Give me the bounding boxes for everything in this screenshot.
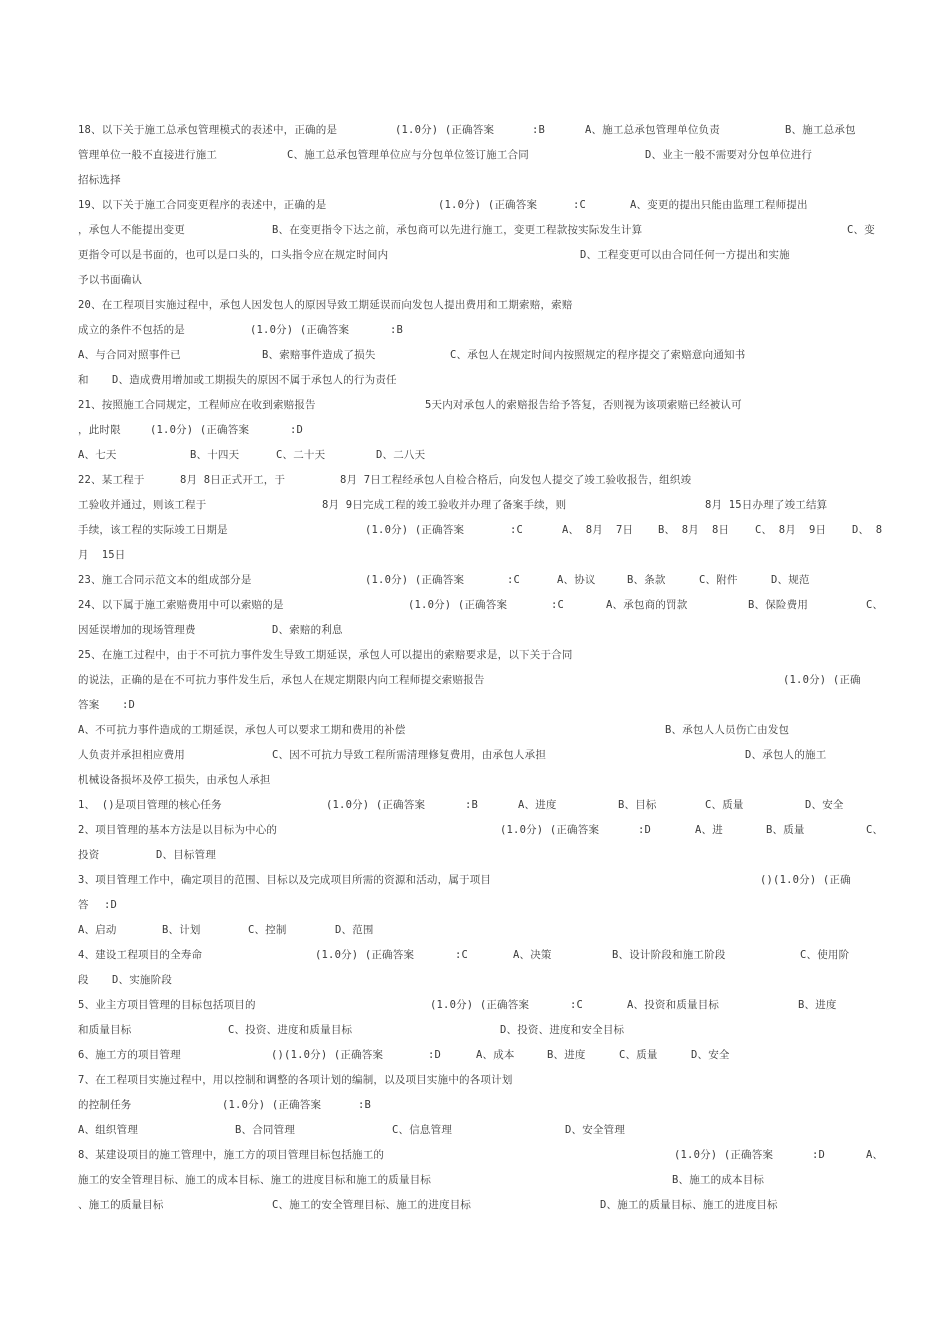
text-line (0, 520, 950, 540)
text-line (0, 495, 950, 515)
text-segment: :D (812, 1149, 826, 1161)
text-segment: B、施工总承包 (785, 124, 856, 136)
text-segment: 机械设备损坏及停工损失，由承包人承担 (78, 774, 271, 786)
text-line (0, 320, 950, 340)
text-segment: B、施工的成本目标 (672, 1174, 765, 1186)
text-segment: A、施工总承包管理单位负责 (585, 124, 720, 136)
text-segment: D、实施阶段 (112, 974, 173, 986)
text-line (0, 545, 950, 565)
text-segment: A、变更的提出只能由监理工程师提出 (630, 199, 808, 211)
text-segment: A、不可抗力事件造成的工期延误，承包人可以要求工期和费用的补偿 (78, 724, 406, 736)
text-segment: 答 (78, 899, 89, 911)
text-line (0, 1120, 950, 1140)
text-segment: (1.0分) (正确答案 (438, 199, 538, 211)
text-line (0, 145, 950, 165)
text-line (0, 970, 950, 990)
text-segment: (1.0分) (正确答案 (250, 324, 350, 336)
text-segment: A、协议 (557, 574, 596, 586)
text-segment: :B (532, 124, 546, 136)
text-segment: 和 (78, 374, 89, 386)
text-line (0, 1070, 950, 1090)
text-segment: (1.0分) (正确答案 (150, 424, 250, 436)
text-segment: A、启动 (78, 924, 117, 936)
text-line (0, 995, 950, 1015)
text-segment: ，此时限 (78, 424, 121, 436)
text-segment: D、造成费用增加或工期损失的原因不属于承包人的行为责任 (112, 374, 397, 386)
text-segment: (1.0分) (正确答案 (395, 124, 495, 136)
text-segment: 的说法，正确的是在不可抗力事件发生后，承包人在规定期限内向工程师提交索赔报告 (78, 674, 485, 686)
text-segment: D、施工的质量目标、施工的进度目标 (600, 1199, 778, 1211)
text-segment: 段 (78, 974, 89, 986)
text-segment: (1.0分) (正确答案 (365, 574, 465, 586)
text-segment: 更指令可以是书面的，也可以是口头的，口头指令应在规定时间内 (78, 249, 389, 261)
text-segment: (1.0分) (正确 (783, 674, 861, 686)
text-segment: 和质量目标 (78, 1024, 132, 1036)
text-segment: C、因不可抗力导致工程所需清理修复费用，由承包人承担 (272, 749, 547, 761)
text-segment: C、附件 (699, 574, 738, 586)
text-segment: D、范围 (335, 924, 374, 936)
text-segment: 4、建设工程项目的全寿命 (78, 949, 203, 961)
text-segment: :D (104, 899, 118, 911)
text-segment: B、进度 (798, 999, 837, 1011)
text-segment: 予以书面确认 (78, 274, 143, 286)
text-line (0, 1170, 950, 1190)
text-segment: B、在变更指令下达之前，承包商可以先进行施工，变更工程款按实际发生计算 (272, 224, 643, 236)
text-segment: ，承包人不能提出变更 (78, 224, 185, 236)
text-segment: A、进度 (518, 799, 557, 811)
text-segment: :D (290, 424, 304, 436)
text-line (0, 845, 950, 865)
text-segment: :C (507, 574, 521, 586)
text-line (0, 820, 950, 840)
text-segment: :C (551, 599, 565, 611)
text-segment: D、工程变更可以由合同任何一方提出和实施 (580, 249, 790, 261)
text-line (0, 220, 950, 240)
text-segment: B、保险费用 (748, 599, 809, 611)
text-segment: D、索赔的利息 (272, 624, 343, 636)
text-segment: D、安全 (805, 799, 844, 811)
text-segment: C、质量 (705, 799, 744, 811)
text-segment: (1.0分) (正确答案 (315, 949, 415, 961)
text-line (0, 695, 950, 715)
text-line (0, 195, 950, 215)
text-segment: :D (122, 699, 136, 711)
text-segment: C、质量 (619, 1049, 658, 1061)
text-segment: A、投资和质量目标 (627, 999, 720, 1011)
text-line (0, 1145, 950, 1165)
text-segment: C、承包人在规定时间内按照规定的程序提交了索赔意向通知书 (450, 349, 746, 361)
text-segment: 手续，该工程的实际竣工日期是 (78, 524, 228, 536)
text-segment: C、控制 (248, 924, 287, 936)
text-segment: B、合同管理 (235, 1124, 296, 1136)
text-line (0, 770, 950, 790)
text-segment: D、安全 (691, 1049, 730, 1061)
text-segment: :B (465, 799, 479, 811)
text-segment: B、设计阶段和施工阶段 (612, 949, 726, 961)
text-segment: (1.0分) (正确答案 (430, 999, 530, 1011)
text-segment: (1.0分) (正确答案 (326, 799, 426, 811)
text-line (0, 945, 950, 965)
text-line (0, 745, 950, 765)
text-segment: 8月 8日正式开工，于 (180, 474, 286, 486)
text-segment: 7、在工程项目实施过程中，用以控制和调整的各项计划的编制，以及项目实施中的各项计划 (78, 1074, 513, 1086)
text-segment: 23、施工合同示范文本的组成部分是 (78, 574, 252, 586)
text-line (0, 1095, 950, 1115)
text-segment: A、 8月 7日 (562, 524, 634, 536)
text-segment: :C (455, 949, 469, 961)
text-segment: C、 8月 9日 (755, 524, 827, 536)
text-segment: 施工的安全管理目标、施工的成本目标、施工的进度目标和施工的质量目标 (78, 1174, 432, 1186)
text-segment: D、投资、进度和安全目标 (500, 1024, 625, 1036)
text-segment: 25、在施工过程中，由于不可抗力事件发生导致工期延误，承包人可以提出的索赔要求是，以下关于合同 (78, 649, 573, 661)
text-segment: B、索赔事件造成了损失 (262, 349, 376, 361)
text-segment: (1.0分) (正确答案 (674, 1149, 774, 1161)
text-segment: D、 8 (852, 524, 883, 536)
text-segment: A、承包商的罚款 (606, 599, 688, 611)
text-segment: 的控制任务 (78, 1099, 132, 1111)
text-segment: :C (573, 199, 587, 211)
text-line (0, 420, 950, 440)
text-line (0, 645, 950, 665)
text-segment: 答案 (78, 699, 100, 711)
text-segment: A、决策 (513, 949, 552, 961)
text-segment: 投资 (78, 849, 100, 861)
text-segment: B、计划 (162, 924, 201, 936)
text-segment: B、目标 (618, 799, 657, 811)
text-segment: 5、业主方项目管理的目标包括项目的 (78, 999, 256, 1011)
text-segment: B、承包人人员伤亡由发包 (665, 724, 790, 736)
text-segment: C、二十天 (276, 449, 326, 461)
text-segment: C、施工的安全管理目标、施工的进度目标 (272, 1199, 472, 1211)
text-line (0, 295, 950, 315)
text-segment: 管理单位一般不直接进行施工 (78, 149, 218, 161)
text-segment: ()(1.0分) (正确 (760, 874, 851, 886)
text-segment: 20、在工程项目实施过程中，承包人因发包人的原因导致工期延误而向发包人提出费用和工期索赔，索赔 (78, 299, 573, 311)
text-segment: A、组织管理 (78, 1124, 139, 1136)
text-line (0, 345, 950, 365)
text-segment: 21、按照施工合同规定，工程师应在收到索赔报告 (78, 399, 316, 411)
text-segment: 8、某建设项目的施工管理中，施工方的项目管理目标包括施工的 (78, 1149, 385, 1161)
text-line (0, 245, 950, 265)
text-segment: 月 15日 (78, 549, 126, 561)
text-segment: 2、项目管理的基本方法是以目标为中心的 (78, 824, 278, 836)
text-segment: B、条款 (627, 574, 666, 586)
text-segment: 5天内对承包人的索赔报告给予答复，否则视为该项索赔已经被认可 (425, 399, 742, 411)
text-line (0, 895, 950, 915)
text-segment: 招标选择 (78, 174, 121, 186)
text-segment: :D (638, 824, 652, 836)
text-line (0, 120, 950, 140)
text-segment: B、十四天 (190, 449, 240, 461)
text-segment: 工验收并通过，则该工程于 (78, 499, 207, 511)
text-line (0, 795, 950, 815)
text-line (0, 870, 950, 890)
text-segment: A、与合同对照事件已 (78, 349, 181, 361)
text-segment: C、施工总承包管理单位应与分包单位签订施工合同 (287, 149, 529, 161)
text-segment: 3、项目管理工作中，确定项目的范围、目标以及完成项目所需的资源和活动，属于项目 (78, 874, 492, 886)
text-line (0, 920, 950, 940)
text-line (0, 1195, 950, 1215)
text-line (0, 395, 950, 415)
text-segment: :D (428, 1049, 442, 1061)
text-segment: 8月 15日办理了竣工结算 (705, 499, 828, 511)
text-segment: A、七天 (78, 449, 117, 461)
text-line (0, 470, 950, 490)
text-segment: 22、某工程于 (78, 474, 145, 486)
text-line (0, 1020, 950, 1040)
text-segment: (1.0分) (正确答案 (408, 599, 508, 611)
text-segment: 6、施工方的项目管理 (78, 1049, 181, 1061)
text-segment: D、业主一般不需要对分包单位进行 (645, 149, 813, 161)
text-segment: 8月 7日工程经承包人自检合格后，向发包人提交了竣工验收报告，组织竣 (340, 474, 692, 486)
text-line (0, 620, 950, 640)
text-segment: 1、 ()是项目管理的核心任务 (78, 799, 222, 811)
text-segment: C、使用阶 (800, 949, 850, 961)
text-segment: 、施工的质量目标 (78, 1199, 164, 1211)
text-segment: 人负责并承担相应费用 (78, 749, 185, 761)
text-line (0, 445, 950, 465)
text-segment: C、 (866, 599, 884, 611)
text-line (0, 370, 950, 390)
text-segment: :B (390, 324, 404, 336)
text-line (0, 595, 950, 615)
text-segment: B、进度 (547, 1049, 586, 1061)
text-segment: A、成本 (476, 1049, 515, 1061)
text-segment: B、 8月 8日 (658, 524, 730, 536)
text-segment: ()(1.0分) (正确答案 (271, 1049, 384, 1061)
text-segment: D、安全管理 (565, 1124, 626, 1136)
text-segment: (1.0分) (正确答案 (500, 824, 600, 836)
text-segment: D、目标管理 (156, 849, 217, 861)
text-segment: (1.0分) (正确答案 (222, 1099, 322, 1111)
text-line (0, 170, 950, 190)
text-segment: 18、以下关于施工总承包管理模式的表述中，正确的是 (78, 124, 338, 136)
text-segment: 8月 9日完成工程的竣工验收并办理了备案手续，则 (322, 499, 567, 511)
text-segment: B、质量 (766, 824, 805, 836)
text-segment: :C (570, 999, 584, 1011)
text-segment: D、规范 (771, 574, 810, 586)
text-line (0, 720, 950, 740)
text-line (0, 270, 950, 290)
text-segment: A、 (866, 1149, 884, 1161)
text-line (0, 1045, 950, 1065)
text-segment: :B (358, 1099, 372, 1111)
text-segment: 成立的条件不包括的是 (78, 324, 185, 336)
text-line (0, 570, 950, 590)
text-segment: D、二八天 (376, 449, 426, 461)
text-segment: C、变 (847, 224, 875, 236)
text-segment: C、信息管理 (392, 1124, 453, 1136)
text-segment: D、承包人的施工 (745, 749, 827, 761)
text-segment: A、进 (695, 824, 723, 836)
text-segment: 19、以下关于施工合同变更程序的表述中，正确的是 (78, 199, 327, 211)
text-segment: C、 (866, 824, 884, 836)
text-segment: 24、以下属于施工索赔费用中可以索赔的是 (78, 599, 284, 611)
text-segment: (1.0分) (正确答案 (365, 524, 465, 536)
text-segment: 因延误增加的现场管理费 (78, 624, 196, 636)
text-segment: :C (510, 524, 524, 536)
text-line (0, 670, 950, 690)
text-segment: C、投资、进度和质量目标 (228, 1024, 353, 1036)
